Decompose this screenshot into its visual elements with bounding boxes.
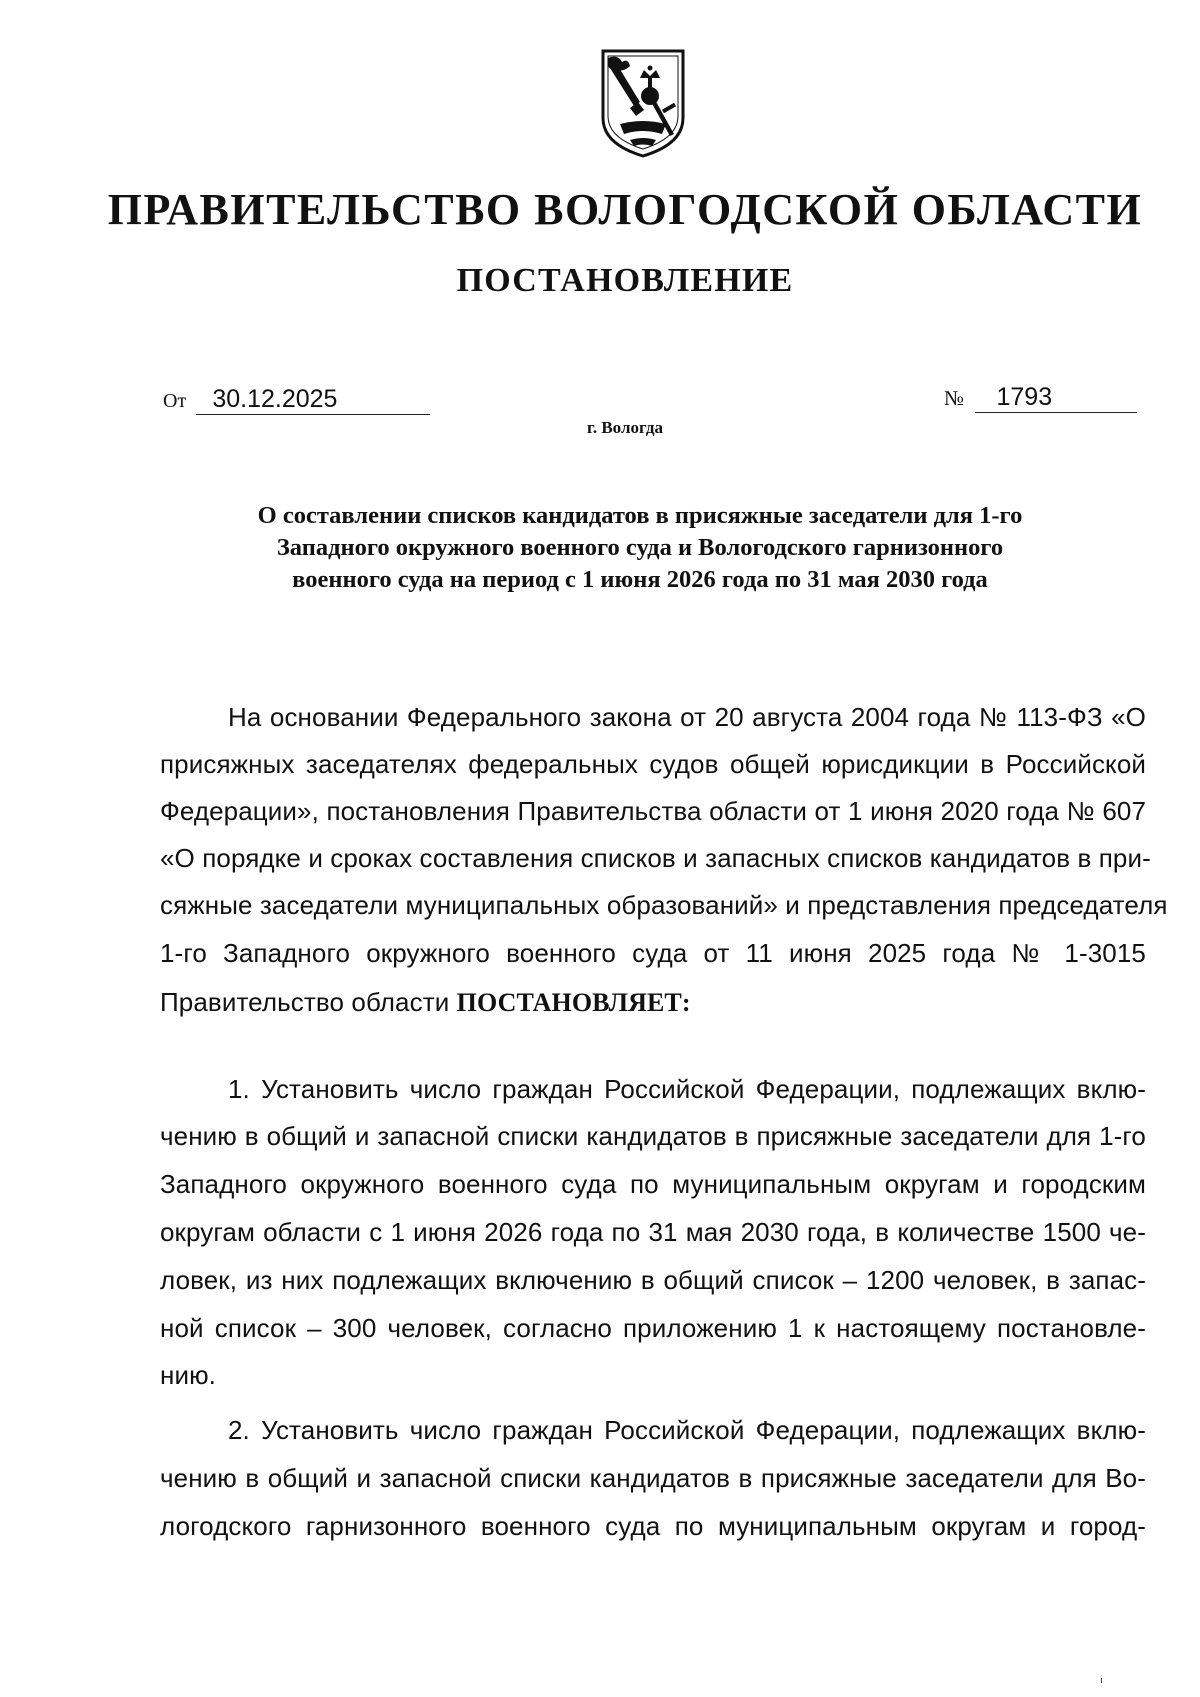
clause2-line: 2. Установить число граждан Российской Федерации, подлежащих вклю- [228,1415,1146,1445]
subject-line: Западного окружного военного суда и Вологодского гарнизонного [276,534,1004,561]
document-date: 30.12.2025 [196,384,430,415]
clause2-line: логодского гарнизонного военного суда по муниципальным округам и город- [160,1511,1146,1541]
clause1-line: нию. [160,1360,217,1390]
clause2-line: чению в общий и запасной списки кандидатов в присяжные заседатели для Во- [160,1463,1146,1493]
clause1-line: чению в общий и запасной списки кандидатов в присяжные заседатели для 1-го [160,1121,1146,1151]
preamble-line: На основании Федерального закона от 20 августа 2004 года № 113-ФЗ «О [228,702,1146,732]
clause1-line: ловек, из них подлежащих включению в общий список – 1200 человек, в запас- [160,1265,1146,1295]
subject-line: О составлении списков кандидатов в присяжные заседатели для 1-го [257,502,1023,529]
preamble-line: 1-го Западного окружного военного суда от 11 июня 2025 года № 1-3015 [160,938,1146,968]
clause1-line: округам области с 1 июня 2026 года по 31 мая 2030 года, в количестве 1500 че- [160,1217,1146,1247]
document-type-title: ПОСТАНОВЛЕНИЕ [456,262,794,299]
scan-edge-mark [1101,1678,1102,1683]
coat-of-arms-emblem [600,48,686,160]
city-name: г. Вологда [587,418,663,437]
number-label: № [944,386,965,410]
preamble-final-text: Правительство области [160,987,450,1017]
subject-line: военного суда на период с 1 июня 2026 года по 31 мая 2030 года [292,566,988,593]
government-title: ПРАВИТЕЛЬСТВО ВОЛОГОДСКОЙ ОБЛАСТИ [107,185,1143,234]
preamble-line: присяжных заседателях федеральных судов общей юрисдикции в Российской [160,749,1146,779]
preamble-final-line [160,985,1146,1020]
clause1-line: ной список – 300 человек, согласно приложению 1 к настоящему постановле- [160,1313,1146,1343]
decree-keyword: ПОСТАНОВЛЯЕТ: [456,988,691,1017]
clause1-line: 1. Установить число граждан Российской Федерации, подлежащих вклю- [228,1074,1146,1104]
document-subject [175,500,1105,596]
preamble-line: сяжные заседатели муниципальных образований» и представления председателя [160,890,1168,920]
number-line [944,382,1137,413]
document-number: 1793 [975,382,1137,413]
clause1-line: Западного окружного военного суда по муниципальным округам и городским [160,1169,1146,1199]
date-label: От [163,390,187,412]
date-line [163,384,430,415]
preamble-line: Федерации», постановления Правительства области от 1 июня 2020 года № 607 [160,796,1146,826]
preamble-line: «О порядке и сроках составления списков и запасных списков кандидатов в при- [160,843,1151,873]
